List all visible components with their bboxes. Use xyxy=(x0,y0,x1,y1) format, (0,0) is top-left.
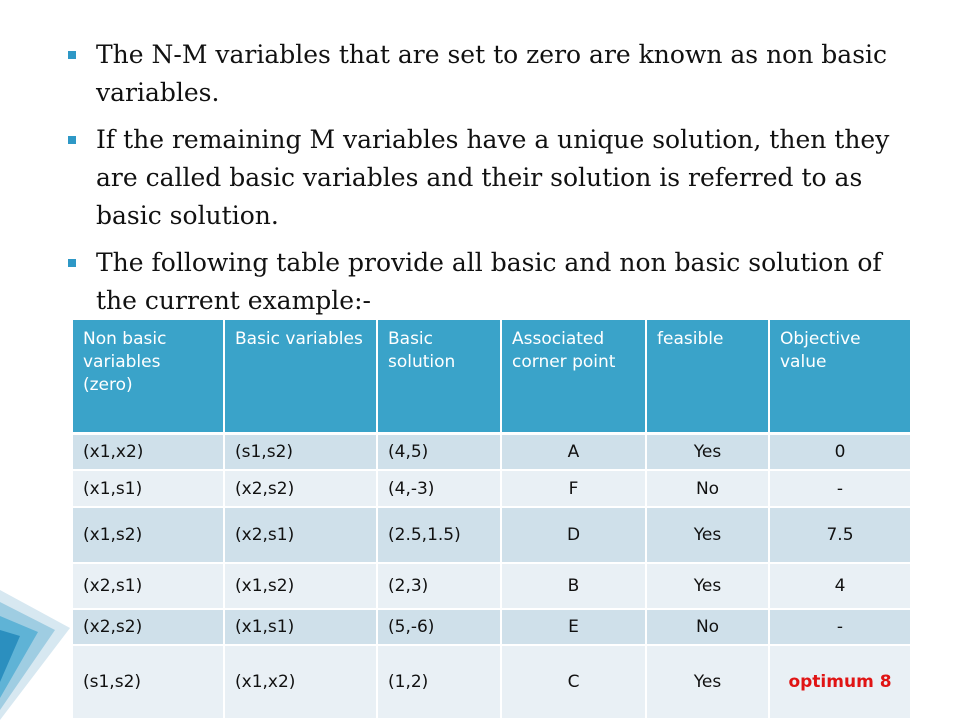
table-cell: - xyxy=(769,609,911,645)
table-cell: No xyxy=(646,470,769,507)
table-cell: (x1,s2) xyxy=(73,507,224,563)
square-bullet-icon xyxy=(68,136,76,144)
table-cell: Yes xyxy=(646,507,769,563)
table-cell: (x1,s1) xyxy=(73,470,224,507)
column-header: Associated corner point xyxy=(501,320,646,433)
table-cell: B xyxy=(501,563,646,609)
table-row xyxy=(73,507,911,563)
table-cell: 0 xyxy=(769,433,911,470)
table-cell: (x2,s2) xyxy=(73,609,224,645)
table-cell: Yes xyxy=(646,645,769,719)
table-row xyxy=(73,433,911,470)
table-cell: (5,-6) xyxy=(377,609,501,645)
table-cell: (s1,s2) xyxy=(73,645,224,719)
bullet-item xyxy=(64,121,924,235)
bullet-list xyxy=(64,36,924,329)
header-row xyxy=(73,320,911,433)
table-cell: No xyxy=(646,609,769,645)
table-cell: (x1,s2) xyxy=(224,563,377,609)
solutions-table xyxy=(73,320,912,720)
column-header: feasible xyxy=(646,320,769,433)
table-cell: (x1,x2) xyxy=(73,433,224,470)
table-cell: (2,3) xyxy=(377,563,501,609)
table-cell: (2.5,1.5) xyxy=(377,507,501,563)
table-cell: E xyxy=(501,609,646,645)
table-cell: - xyxy=(769,470,911,507)
square-bullet-icon xyxy=(68,51,76,59)
optimum-cell: optimum 8 xyxy=(769,645,911,719)
table-row xyxy=(73,563,911,609)
table-cell: (x2,s1) xyxy=(73,563,224,609)
table-row xyxy=(73,470,911,507)
bullet-item xyxy=(64,36,924,112)
table-cell: (x2,s1) xyxy=(224,507,377,563)
table-cell: (x1,s1) xyxy=(224,609,377,645)
table-cell: 4 xyxy=(769,563,911,609)
table-cell: (4,5) xyxy=(377,433,501,470)
square-bullet-icon xyxy=(68,259,76,267)
column-header: Non basic variables (zero) xyxy=(73,320,224,433)
column-header: Basic solution xyxy=(377,320,501,433)
table-cell: C xyxy=(501,645,646,719)
table-cell: (x1,x2) xyxy=(224,645,377,719)
table-cell: D xyxy=(501,507,646,563)
table-cell: 7.5 xyxy=(769,507,911,563)
table-row xyxy=(73,609,911,645)
table-cell: Yes xyxy=(646,433,769,470)
column-header: Basic variables xyxy=(224,320,377,433)
table-cell: F xyxy=(501,470,646,507)
bullet-text: If the remaining M variables have a unique solution, then they are called basic variables and their solution is referred to as basic solution. xyxy=(96,125,890,230)
bullet-text: The following table provide all basic and non basic solution of the current example:- xyxy=(96,248,882,315)
corner-decoration xyxy=(0,560,70,720)
table-cell: (4,-3) xyxy=(377,470,501,507)
table-cell: A xyxy=(501,433,646,470)
table-cell: Yes xyxy=(646,563,769,609)
table-cell: (x2,s2) xyxy=(224,470,377,507)
bullet-item xyxy=(64,244,924,320)
table-row xyxy=(73,645,911,719)
table-cell: (1,2) xyxy=(377,645,501,719)
bullet-text: The N-M variables that are set to zero are known as non basic variables. xyxy=(96,40,888,107)
column-header: Objective value xyxy=(769,320,911,433)
table-cell: (s1,s2) xyxy=(224,433,377,470)
